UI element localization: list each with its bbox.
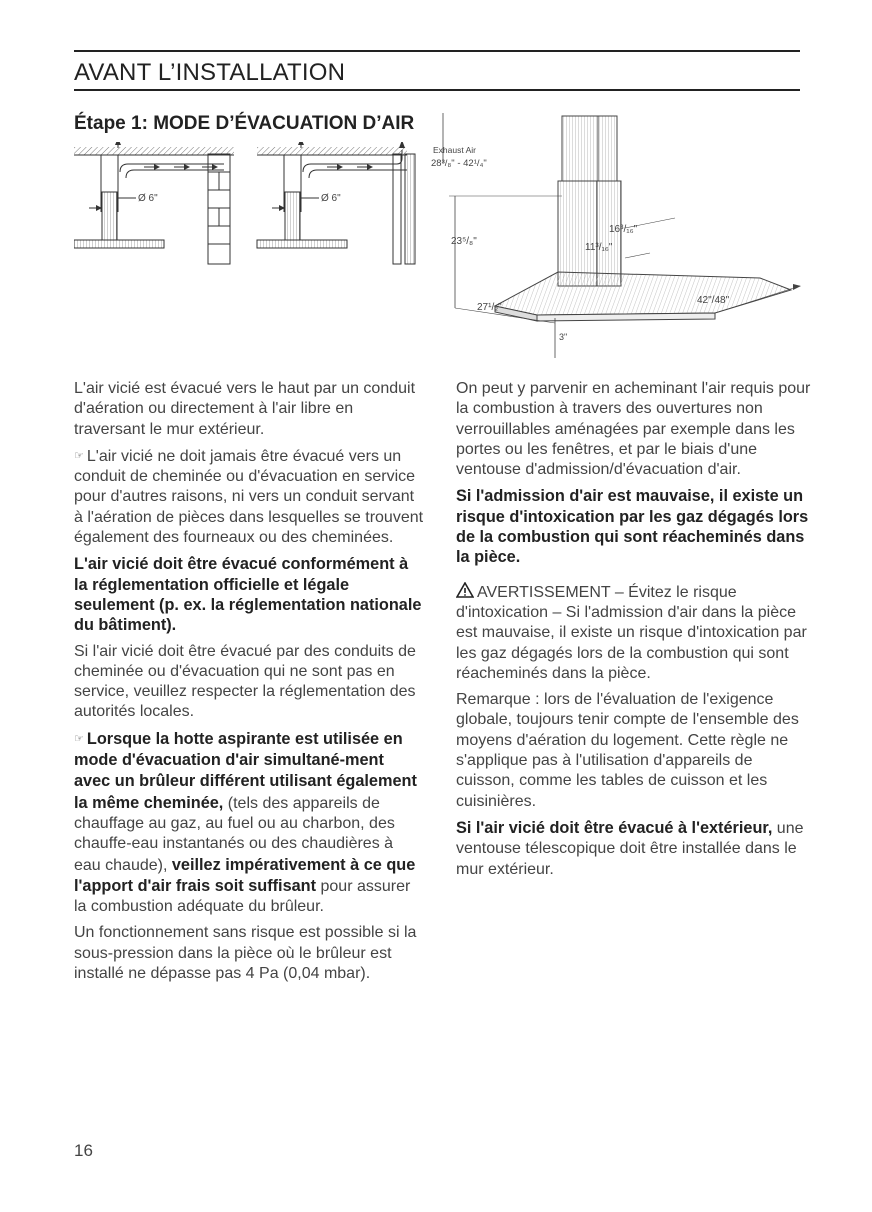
header-rule-top <box>74 50 800 52</box>
left-p3-bold: L'air vicié doit être évacué conformément à la réglementation officielle et légale seulement (p. ex. la réglementation nationale du bâtiment). <box>74 555 422 635</box>
hood-dimensions-diagram <box>425 108 810 358</box>
pointing-hand-icon: ☞ <box>74 731 84 745</box>
right-p1: On peut y parvenir en acheminant l'air requis pour la combustion à travers des ouvertures non verrouillables aménagées par exemple dans les portes ou les fenêtres, et par le biais d'une ventouse d'admission/d'évacuation d'air. <box>456 380 811 479</box>
pointing-hand-icon: ☞ <box>74 448 84 462</box>
dim-depth-mid: 11³/₁₆" <box>585 242 613 253</box>
left-column <box>74 379 424 990</box>
warning-icon <box>456 582 474 598</box>
venting-modes-diagram <box>74 142 419 267</box>
right-p2-bold: Si l'admission d'air est mauvaise, il existe un risque d'intoxication par les gaz dégagés lors de la combustion qui sont réacheminés dans la pièce. <box>456 487 809 567</box>
left-p1: L'air vicié est évacué vers le haut par un conduit d'aération ou directement à l'air libre en traversant le mur extérieur. <box>74 380 416 438</box>
step-title: Étape 1: MODE D’ÉVACUATION D’AIR <box>74 113 415 134</box>
right-p5: Si l'air vicié doit être évacué à l'extérieur, une ventouse télescopique doit être installée dans le mur extérieur. <box>456 818 804 878</box>
left-p2: ☞ L'air vicié ne doit jamais être évacué vers un conduit de cheminée ou d'évacuation en service pour d'autres raisons, ni vers un conduit servant à l'aération de pièces dans lesquelles se trouvent également des fourneaux ou des cheminées. <box>74 447 424 547</box>
diagram-wall-vent <box>257 142 415 264</box>
exhaust-air-label: Exhaust Air <box>433 145 476 155</box>
diameter-label-b: Ø 6" <box>321 193 341 204</box>
right-p3-warning: AVERTISSEMENT – Évitez le risque d'intoxication – Si l'admission d'air dans la pièce est mauvaise, il existe un risque d'intoxication par les gaz dégagés lors de la combustion qui sont réacheminés dans la pièce. <box>456 583 807 682</box>
right-column <box>456 379 811 886</box>
height-range-label: 28³/₈" - 42¹/₄" <box>431 158 487 169</box>
dim-depth-top: 16³/₁₆" <box>609 224 638 235</box>
dim-thickness: 3" <box>559 332 568 342</box>
diagram-roof-vent <box>74 142 234 264</box>
dim-height: 23⁵/₈" <box>451 236 477 247</box>
page-number: 16 <box>74 1141 93 1160</box>
right-p4: Remarque : lors de l'évaluation de l'exigence globale, toujours tenir compte de l'ensemble des moyens d'aération du logement. Cette règle ne s'applique pas à l'utilisation d'appareils de cuisson, comme les tables de cuisson et les cuisinières. <box>456 691 799 810</box>
header-rule-bottom <box>74 89 800 91</box>
diameter-label-a: Ø 6" <box>138 193 158 204</box>
dim-depth-canopy: 27¹/₂" <box>477 302 502 313</box>
left-p6: Un fonctionnement sans risque est possible si la sous-pression dans la pièce où le brûleur est installé ne dépasse pas 4 Pa (0,04 mbar). <box>74 924 417 983</box>
left-p4: Si l'air vicié doit être évacué par des conduits de cheminée ou d'évacuation qui ne sont pas en service, veuillez respecter la réglementation des autorités locales. <box>74 642 416 721</box>
left-p5: ☞ Lorsque la hotte aspirante est utilisée en mode d'évacuation d'air simultané-ment avec un brûleur différent utilisant également la même cheminée, (tels des appareils de chauffage au gaz, au fuel ou au charbon, des chauffe-eau instantanés ou des chaudières à eau chaude), veillez impérativement à ce que l'apport d'air frais soit suffisant pour assurer la combustion adéquate du brûleur. <box>74 729 417 916</box>
section-title: AVANT L’INSTALLATION <box>74 59 346 86</box>
dim-width: 42"/48" <box>697 295 730 306</box>
